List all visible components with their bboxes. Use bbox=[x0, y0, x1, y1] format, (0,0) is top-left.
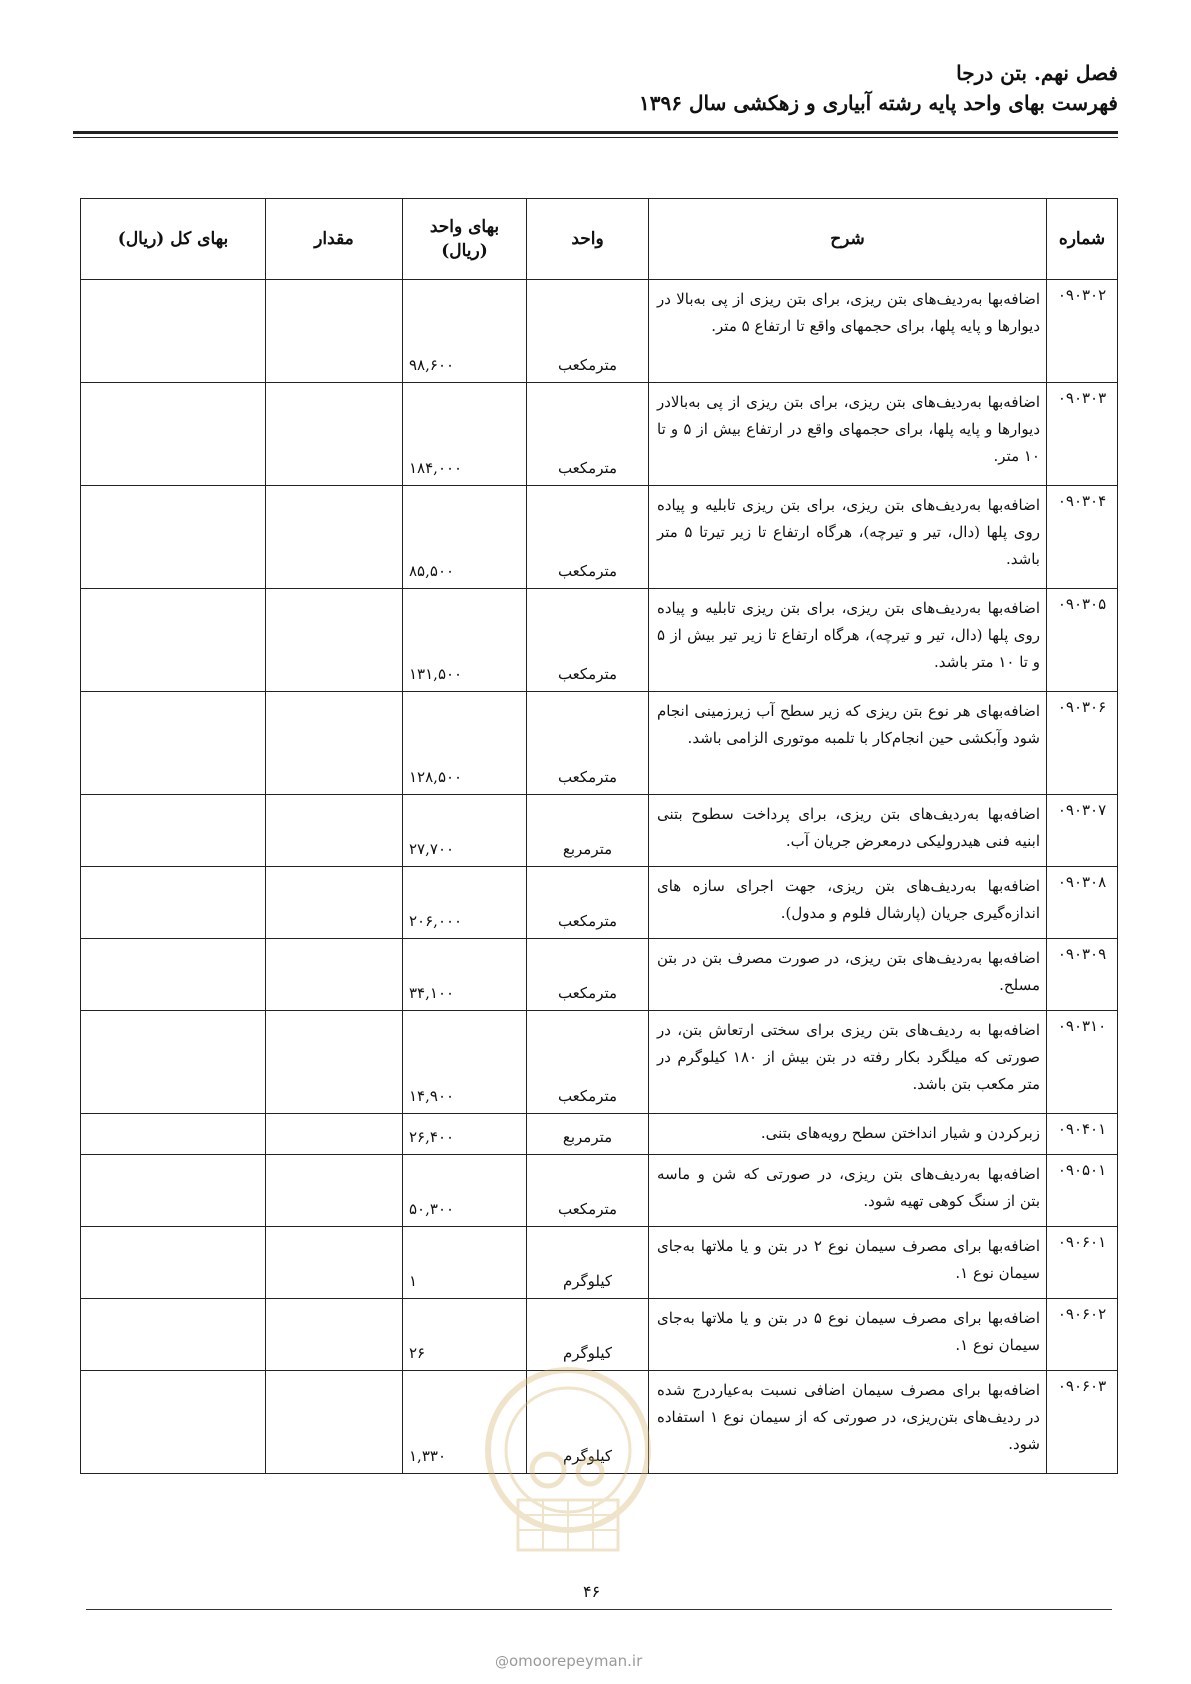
item-quantity bbox=[266, 1299, 403, 1371]
item-unit-price: ۱,۳۳۰ bbox=[403, 1371, 527, 1474]
item-unit-price: ۸۵,۵۰۰ bbox=[403, 486, 527, 589]
table-row bbox=[81, 867, 1118, 939]
item-quantity bbox=[266, 1155, 403, 1227]
item-unit: مترمکعب bbox=[527, 280, 649, 383]
item-quantity bbox=[266, 280, 403, 383]
item-total-price bbox=[81, 867, 266, 939]
item-total-price bbox=[81, 486, 266, 589]
item-quantity bbox=[266, 1114, 403, 1155]
table-row bbox=[81, 1227, 1118, 1299]
page-number: ۴۶ bbox=[583, 1582, 601, 1601]
item-unit-price: ۲۶,۴۰۰ bbox=[403, 1114, 527, 1155]
item-unit-price: ۱۸۴,۰۰۰ bbox=[403, 383, 527, 486]
item-unit-price: ۵۰,۳۰۰ bbox=[403, 1155, 527, 1227]
item-description: زبرکردن و شیار انداختن سطح رویه‌های بتنی. bbox=[649, 1114, 1047, 1155]
item-description: اضافه‌بها برای مصرف سیمان نوع ۵ در بتن و یا ملاتها به‌جای سیمان نوع ۱. bbox=[649, 1299, 1047, 1371]
item-unit-price: ۲۶ bbox=[403, 1299, 527, 1371]
item-unit: کیلوگرم bbox=[527, 1227, 649, 1299]
header-unit-price-line1: بهای واحد bbox=[429, 217, 500, 237]
item-unit: مترمربع bbox=[527, 795, 649, 867]
item-unit: کیلوگرم bbox=[527, 1299, 649, 1371]
item-unit: مترمکعب bbox=[527, 486, 649, 589]
item-unit-price: ۱۴,۹۰۰ bbox=[403, 1011, 527, 1114]
item-total-price bbox=[81, 383, 266, 486]
item-total-price bbox=[81, 280, 266, 383]
item-code: ۰۹۰۳۱۰ bbox=[1047, 1011, 1118, 1114]
item-total-price bbox=[81, 795, 266, 867]
item-quantity bbox=[266, 795, 403, 867]
item-description: اضافه‌بها به‌ردیف‌های بتن ریزی، برای بتن ریزی از پی به‌بالا در دیوارها و پایه پلها، برای حجمهای واقع تا ارتفاع ۵ متر. bbox=[649, 280, 1047, 383]
table-body bbox=[81, 280, 1118, 1474]
item-unit: مترمکعب bbox=[527, 867, 649, 939]
item-total-price bbox=[81, 939, 266, 1011]
item-code: ۰۹۰۳۰۳ bbox=[1047, 383, 1118, 486]
item-code: ۰۹۰۶۰۱ bbox=[1047, 1227, 1118, 1299]
item-unit: مترمکعب bbox=[527, 939, 649, 1011]
item-description: اضافه‌بها به‌ردیف‌های بتن ریزی، برای بتن ریزی از پی به‌بالادر دیوارها و پایه پلها، برای حجمهای واقع در ارتفاع بیش از ۵ و تا ۱۰ متر. bbox=[649, 383, 1047, 486]
item-unit-price: ۱۲۸,۵۰۰ bbox=[403, 692, 527, 795]
item-code: ۰۹۰۳۰۴ bbox=[1047, 486, 1118, 589]
table-row bbox=[81, 1299, 1118, 1371]
item-code: ۰۹۰۳۰۲ bbox=[1047, 280, 1118, 383]
footer-rule bbox=[86, 1609, 1112, 1610]
item-description: اضافه‌بها به‌ردیف‌های بتن ریزی، برای بتن ریزی تابلیه و پیاده روی پلها (دال، تیر و تیرچه)، هرگاه ارتفاع تا زیر تیر بیش از ۵ و تا ۱۰ متر باشد. bbox=[649, 589, 1047, 692]
item-description: اضافه‌بها به‌ردیف‌های بتن ریزی، جهت اجرای سازه های اندازه‌گیری جریان (پارشال فلوم و مدول). bbox=[649, 867, 1047, 939]
page-header bbox=[639, 58, 1118, 118]
item-unit: مترمکعب bbox=[527, 1011, 649, 1114]
item-unit: مترمکعب bbox=[527, 1155, 649, 1227]
header-total-price: بهای کل (ریال) bbox=[81, 199, 266, 280]
item-total-price bbox=[81, 1299, 266, 1371]
table-row bbox=[81, 1371, 1118, 1474]
item-quantity bbox=[266, 867, 403, 939]
item-quantity bbox=[266, 1227, 403, 1299]
item-quantity bbox=[266, 692, 403, 795]
item-unit: مترمکعب bbox=[527, 589, 649, 692]
item-code: ۰۹۰۳۰۸ bbox=[1047, 867, 1118, 939]
header-unit: واحد bbox=[527, 199, 649, 280]
at-icon: @ bbox=[495, 1654, 509, 1670]
item-unit-price: ۱ bbox=[403, 1227, 527, 1299]
table-row bbox=[81, 795, 1118, 867]
item-total-price bbox=[81, 1011, 266, 1114]
item-quantity bbox=[266, 383, 403, 486]
header-rule-thick bbox=[73, 131, 1118, 134]
site-credit bbox=[495, 1652, 642, 1670]
item-total-price bbox=[81, 1114, 266, 1155]
item-description: اضافه‌بها به‌ردیف‌های بتن ریزی، برای بتن ریزی تابلیه و پیاده روی پلها (دال، تیر و تیرچه)، هرگاه ارتفاع تا زیر تیرتا ۵ متر باشد. bbox=[649, 486, 1047, 589]
item-code: ۰۹۰۴۰۱ bbox=[1047, 1114, 1118, 1155]
item-description: اضافه‌بها برای مصرف سیمان اضافی نسبت به‌عیاردرج شده در ردیف‌های بتن‌ریزی، در صورتی که از سیمان نوع ۱ استفاده شود. bbox=[649, 1371, 1047, 1474]
item-description: اضافه‌بها به‌ردیف‌های بتن ریزی، برای پرداخت سطوح بتنی ابنیه فنی هیدرولیکی درمعرض جریان آب. bbox=[649, 795, 1047, 867]
table-header-row bbox=[81, 199, 1118, 280]
item-unit: مترمکعب bbox=[527, 383, 649, 486]
item-code: ۰۹۰۳۰۹ bbox=[1047, 939, 1118, 1011]
table-row bbox=[81, 1155, 1118, 1227]
table-row bbox=[81, 589, 1118, 692]
item-unit-price: ۳۴,۱۰۰ bbox=[403, 939, 527, 1011]
header-rule-thin bbox=[73, 137, 1118, 138]
item-unit: کیلوگرم bbox=[527, 1371, 649, 1474]
item-unit: مترمربع bbox=[527, 1114, 649, 1155]
table-row bbox=[81, 692, 1118, 795]
item-total-price bbox=[81, 1227, 266, 1299]
table-row bbox=[81, 280, 1118, 383]
item-quantity bbox=[266, 939, 403, 1011]
header-quantity: مقدار bbox=[266, 199, 403, 280]
header-code: شماره bbox=[1047, 199, 1118, 280]
item-unit-price: ۹۸,۶۰۰ bbox=[403, 280, 527, 383]
header-unit-price-line2: (ریال) bbox=[441, 241, 488, 261]
table-row bbox=[81, 383, 1118, 486]
item-total-price bbox=[81, 1155, 266, 1227]
item-code: ۰۹۰۵۰۱ bbox=[1047, 1155, 1118, 1227]
price-table bbox=[80, 198, 1118, 1474]
item-quantity bbox=[266, 486, 403, 589]
item-quantity bbox=[266, 589, 403, 692]
item-code: ۰۹۰۶۰۳ bbox=[1047, 1371, 1118, 1474]
item-unit-price: ۲۷,۷۰۰ bbox=[403, 795, 527, 867]
header-description: شرح bbox=[649, 199, 1047, 280]
item-quantity bbox=[266, 1371, 403, 1474]
item-code: ۰۹۰۳۰۷ bbox=[1047, 795, 1118, 867]
item-unit: مترمکعب bbox=[527, 692, 649, 795]
item-unit-price: ۱۳۱,۵۰۰ bbox=[403, 589, 527, 692]
item-quantity bbox=[266, 1011, 403, 1114]
document-subtitle: فهرست بهای واحد پایه رشته آبیاری و زهکشی سال ۱۳۹۶ bbox=[639, 91, 1118, 115]
item-total-price bbox=[81, 1371, 266, 1474]
table-row bbox=[81, 1114, 1118, 1155]
item-total-price bbox=[81, 589, 266, 692]
item-description: اضافه‌بها به‌ردیف‌های بتن ریزی، در صورتی که شن و ماسه بتن از سنگ کوهی تهیه شود. bbox=[649, 1155, 1047, 1227]
item-unit-price: ۲۰۶,۰۰۰ bbox=[403, 867, 527, 939]
header-unit-price bbox=[403, 199, 527, 280]
item-description: اضافه‌بها به‌ردیف‌های بتن ریزی، در صورت مصرف بتن در بتن مسلح. bbox=[649, 939, 1047, 1011]
item-description: اضافه‌بها برای مصرف سیمان نوع ۲ در بتن و یا ملاتها به‌جای سیمان نوع ۱. bbox=[649, 1227, 1047, 1299]
table-row bbox=[81, 1011, 1118, 1114]
table-row bbox=[81, 486, 1118, 589]
item-code: ۰۹۰۳۰۵ bbox=[1047, 589, 1118, 692]
item-description: اضافه‌بهای هر نوع بتن ریزی که زیر سطح آب زیرزمینی انجام شود وآبکشی حین انجام‌کار با تلمبه موتوری الزامی باشد. bbox=[649, 692, 1047, 795]
table-row bbox=[81, 939, 1118, 1011]
item-total-price bbox=[81, 692, 266, 795]
site-name: omoorepeyman.ir bbox=[509, 1652, 643, 1670]
item-description: اضافه‌بها به ردیف‌های بتن ریزی برای سختی ارتعاش بتن، در صورتی که میلگرد بکار رفته در بتن بیش از ۱۸۰ کیلوگرم در متر مکعب بتن باشد. bbox=[649, 1011, 1047, 1114]
chapter-title: فصل نهم. بتن درجا bbox=[956, 61, 1118, 85]
item-code: ۰۹۰۶۰۲ bbox=[1047, 1299, 1118, 1371]
item-code: ۰۹۰۳۰۶ bbox=[1047, 692, 1118, 795]
